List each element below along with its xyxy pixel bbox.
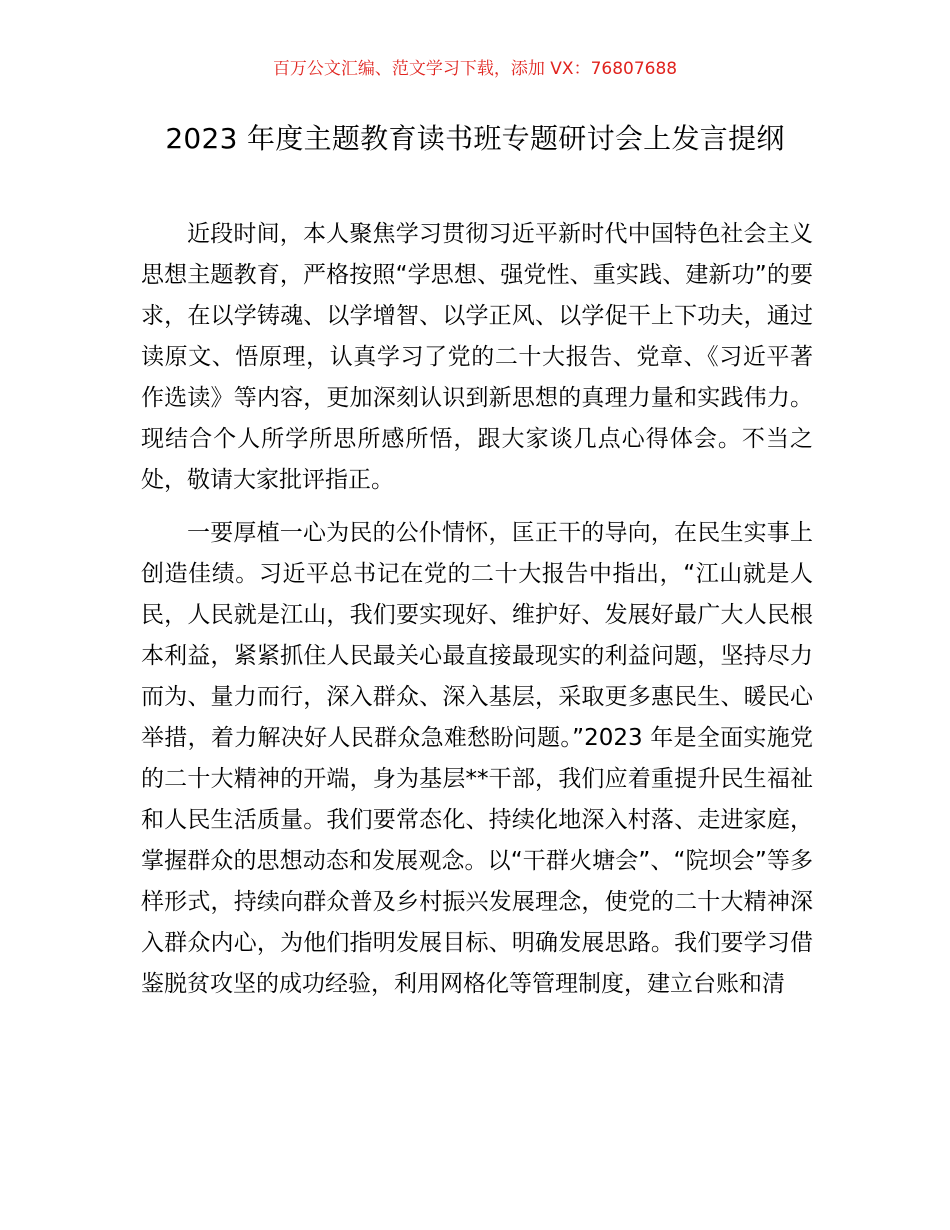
header-promo-note: 百万公文汇编、范文学习下载，添加 VX：76807688: [272, 59, 678, 79]
document-body: [141, 214, 813, 1017]
document-title: 2023 年度主题教育读书班专题研讨会上发言提纲: [165, 122, 785, 155]
body-paragraph: 近段时间，本人聚焦学习贯彻习近平新时代中国特色社会主义思想主题教育，严格按照“学思想、强党性、重实践、建新功”的要求，在以学铸魂、以学增智、以学正风、以学促干上下功夫，通过读原文、悟原理，认真学习了党的二十大报告、党章、《习近平著作选读》等内容，更加深刻认识到新思想的真理力量和实践伟力。现结合个人所学所思所感所悟，跟大家谈几点心得体会。不当之处，敬请大家批评指正。: [141, 221, 813, 493]
body-paragraph: 一要厚植一心为民的公仆情怀，匡正干的导向，在民生实事上创造佳绩。习近平总书记在党的二十大报告中指出，“江山就是人民，人民就是江山，我们要实现好、维护好、发展好最广大人民根本利益，紧紧抓住人民最关心最直接最现实的利益问题，坚持尽力而为、量力而行，深入群众、深入基层，采取更多惠民生、暖民心举措，着力解决好人民群众急难愁盼问题。”2023 年是全面实施党的二十大精神的开端，身为基层**干部，我们应着重提升民生福祉和人民生活质量。我们要常态化、持续化地深入村落、走进家庭，掌握群众的思想动态和发展观念。以“干群火塘会”、“院坝会”等多样形式，持续向群众普及乡村振兴发展理念，使党的二十大精神深入群众内心，为他们指明发展目标、明确发展思路。我们要学习借鉴脱贫攻坚的成功经验，利用网格化等管理制度，建立台账和清: [141, 520, 813, 997]
